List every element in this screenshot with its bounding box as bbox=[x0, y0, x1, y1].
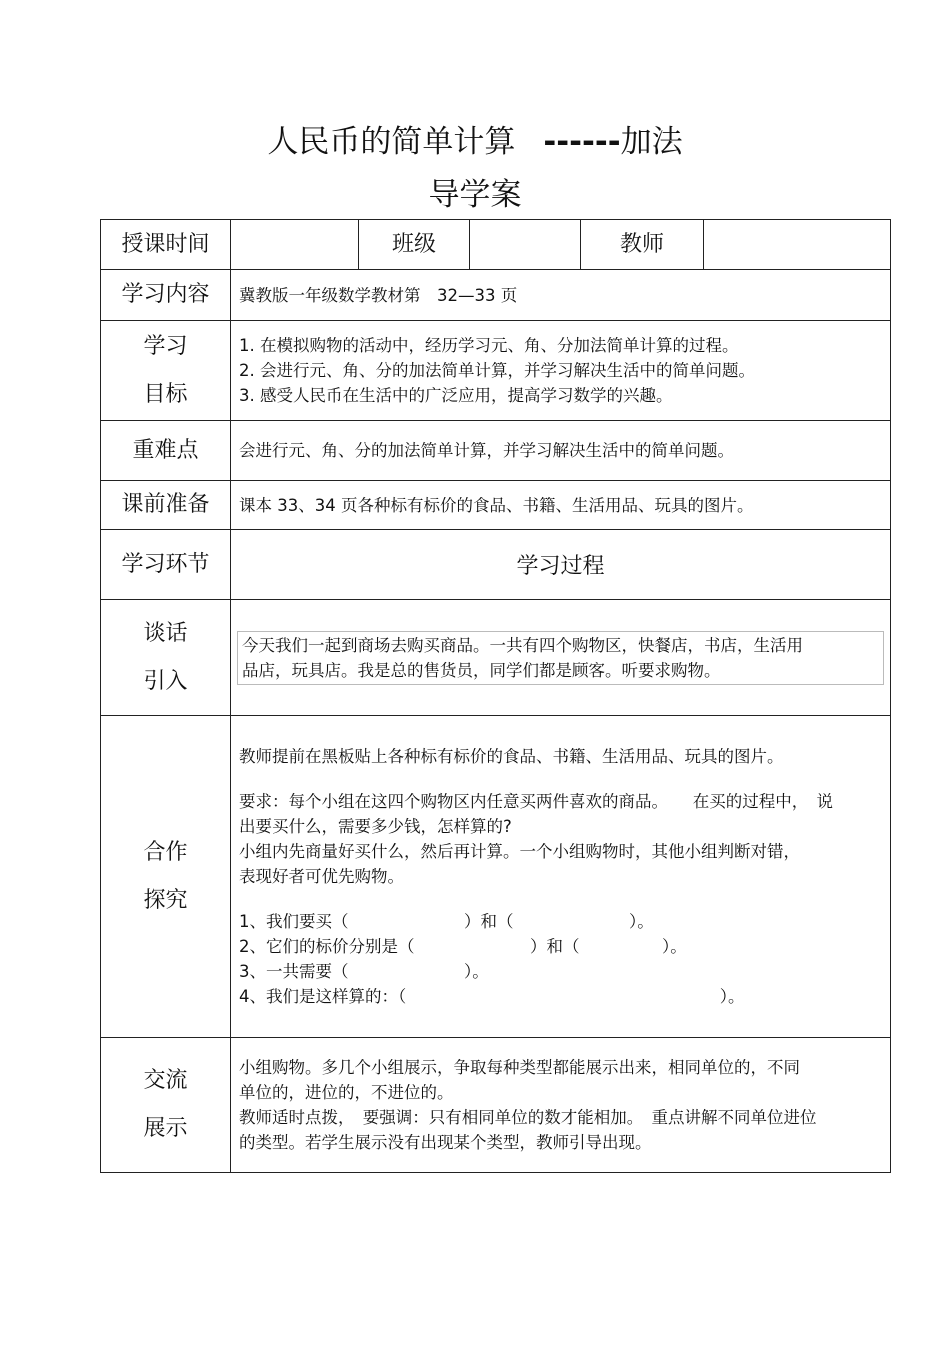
share-line: 单位的，进位的，不进位的。 bbox=[239, 1083, 454, 1102]
intro-label-line2: 引入 bbox=[143, 668, 188, 694]
title-separator: ------ bbox=[543, 124, 621, 160]
explore-paragraph: 教师提前在黑板贴上各种标有标价的食品、书籍、生活用品、玩具的图片。 bbox=[239, 747, 784, 766]
question-line: 4、我们是这样算的：（ ）。 bbox=[239, 987, 745, 1006]
stage-label: 学习环节 bbox=[101, 530, 231, 600]
class-label: 班级 bbox=[359, 220, 470, 270]
question-line: 3、一共需要（ ）。 bbox=[239, 962, 489, 981]
share-label bbox=[101, 1038, 231, 1173]
content-label: 学习内容 bbox=[101, 270, 231, 321]
time-value-cell bbox=[231, 220, 359, 270]
intro-row bbox=[101, 600, 891, 716]
share-line: 的类型。若学生展示没有出现某个类型，教师引导出现。 bbox=[239, 1133, 652, 1152]
question-line: 1、我们要买（ ）和（ ）。 bbox=[239, 912, 654, 931]
goals-label-line1: 学习 bbox=[143, 333, 188, 359]
share-row bbox=[101, 1038, 891, 1173]
content-row bbox=[101, 270, 891, 321]
share-line: 小组购物。多几个小组展示，争取每种类型都能展示出来，相同单位的，不同 bbox=[239, 1058, 800, 1077]
goal-item: 2. 会进行元、角、分的加法简单计算，并学习解决生活中的简单问题。 bbox=[239, 361, 755, 380]
title-suffix: 加法 bbox=[620, 124, 683, 160]
goals-label-line2: 目标 bbox=[143, 381, 188, 407]
intro-label-line1: 谈话 bbox=[143, 620, 188, 646]
process-header-row bbox=[101, 530, 891, 600]
intro-label bbox=[101, 600, 231, 716]
share-label-line2: 展示 bbox=[143, 1116, 188, 1141]
explore-content bbox=[231, 716, 891, 1038]
header-row bbox=[101, 220, 891, 270]
key-points-label: 重难点 bbox=[101, 421, 231, 481]
requirement-line: 表现好者可优先购物。 bbox=[239, 867, 404, 886]
goal-item: 1. 在模拟购物的活动中，经历学习元、角、分加法简单计算的过程。 bbox=[239, 336, 739, 355]
requirement-line: 小组内先商量好买什么，然后再计算。一个小组购物时，其他小组判断对错， bbox=[239, 842, 800, 861]
preparation-row bbox=[101, 481, 891, 530]
goal-item: 3. 感受人民币在生活中的广泛应用，提高学习数学的兴趣。 bbox=[239, 386, 673, 405]
preparation-label: 课前准备 bbox=[101, 481, 231, 530]
explore-row bbox=[101, 716, 891, 1038]
intro-text-box bbox=[237, 631, 884, 685]
page-title bbox=[0, 122, 950, 162]
preparation-text: 课本 33、34 页各种标有标价的食品、书籍、生活用品、玩具的图片。 bbox=[231, 481, 891, 530]
intro-cell bbox=[231, 600, 891, 716]
teacher-label: 教师 bbox=[581, 220, 704, 270]
key-points-text: 会进行元、角、分的加法简单计算，并学习解决生活中的简单问题。 bbox=[231, 421, 891, 481]
explore-label-line1: 合作 bbox=[143, 839, 188, 865]
class-value-cell bbox=[470, 220, 581, 270]
intro-line: 品店，玩具店。我是总的售货员，同学们都是顾客。听要求购物。 bbox=[242, 660, 721, 680]
page-subtitle: 导学案 bbox=[428, 177, 522, 213]
key-points-row bbox=[101, 421, 891, 481]
requirement-line: 要求：每个小组在这四个购物区内任意买两件喜欢的商品。 在买的过程中， 说 bbox=[239, 792, 833, 811]
content-text: 冀教版一年级数学教材第 32—33 页 bbox=[231, 270, 891, 321]
question-line: 2、它们的标价分别是（ ）和（ ）。 bbox=[239, 937, 687, 956]
explore-label-line2: 探究 bbox=[143, 887, 188, 913]
share-line: 教师适时点拨， 要强调：只有相同单位的数才能相加。 重点讲解不同单位进位 bbox=[239, 1108, 817, 1127]
lesson-plan-table bbox=[100, 219, 891, 1173]
explore-label bbox=[101, 716, 231, 1038]
teacher-value-cell bbox=[704, 220, 891, 270]
goals-row bbox=[101, 321, 891, 421]
time-label: 授课时间 bbox=[101, 220, 231, 270]
share-content bbox=[231, 1038, 891, 1173]
process-label: 学习过程 bbox=[231, 530, 891, 600]
intro-line: 今天我们一起到商场去购买商品。一共有四个购物区，快餐店，书店，生活用 bbox=[242, 635, 803, 655]
goals-label bbox=[101, 321, 231, 421]
title-main: 人民币的简单计算 bbox=[267, 124, 516, 160]
goals-list bbox=[231, 321, 891, 421]
requirement-line: 出要买什么，需要多少钱，怎样算的? bbox=[239, 817, 512, 836]
share-label-line1: 交流 bbox=[143, 1068, 188, 1093]
